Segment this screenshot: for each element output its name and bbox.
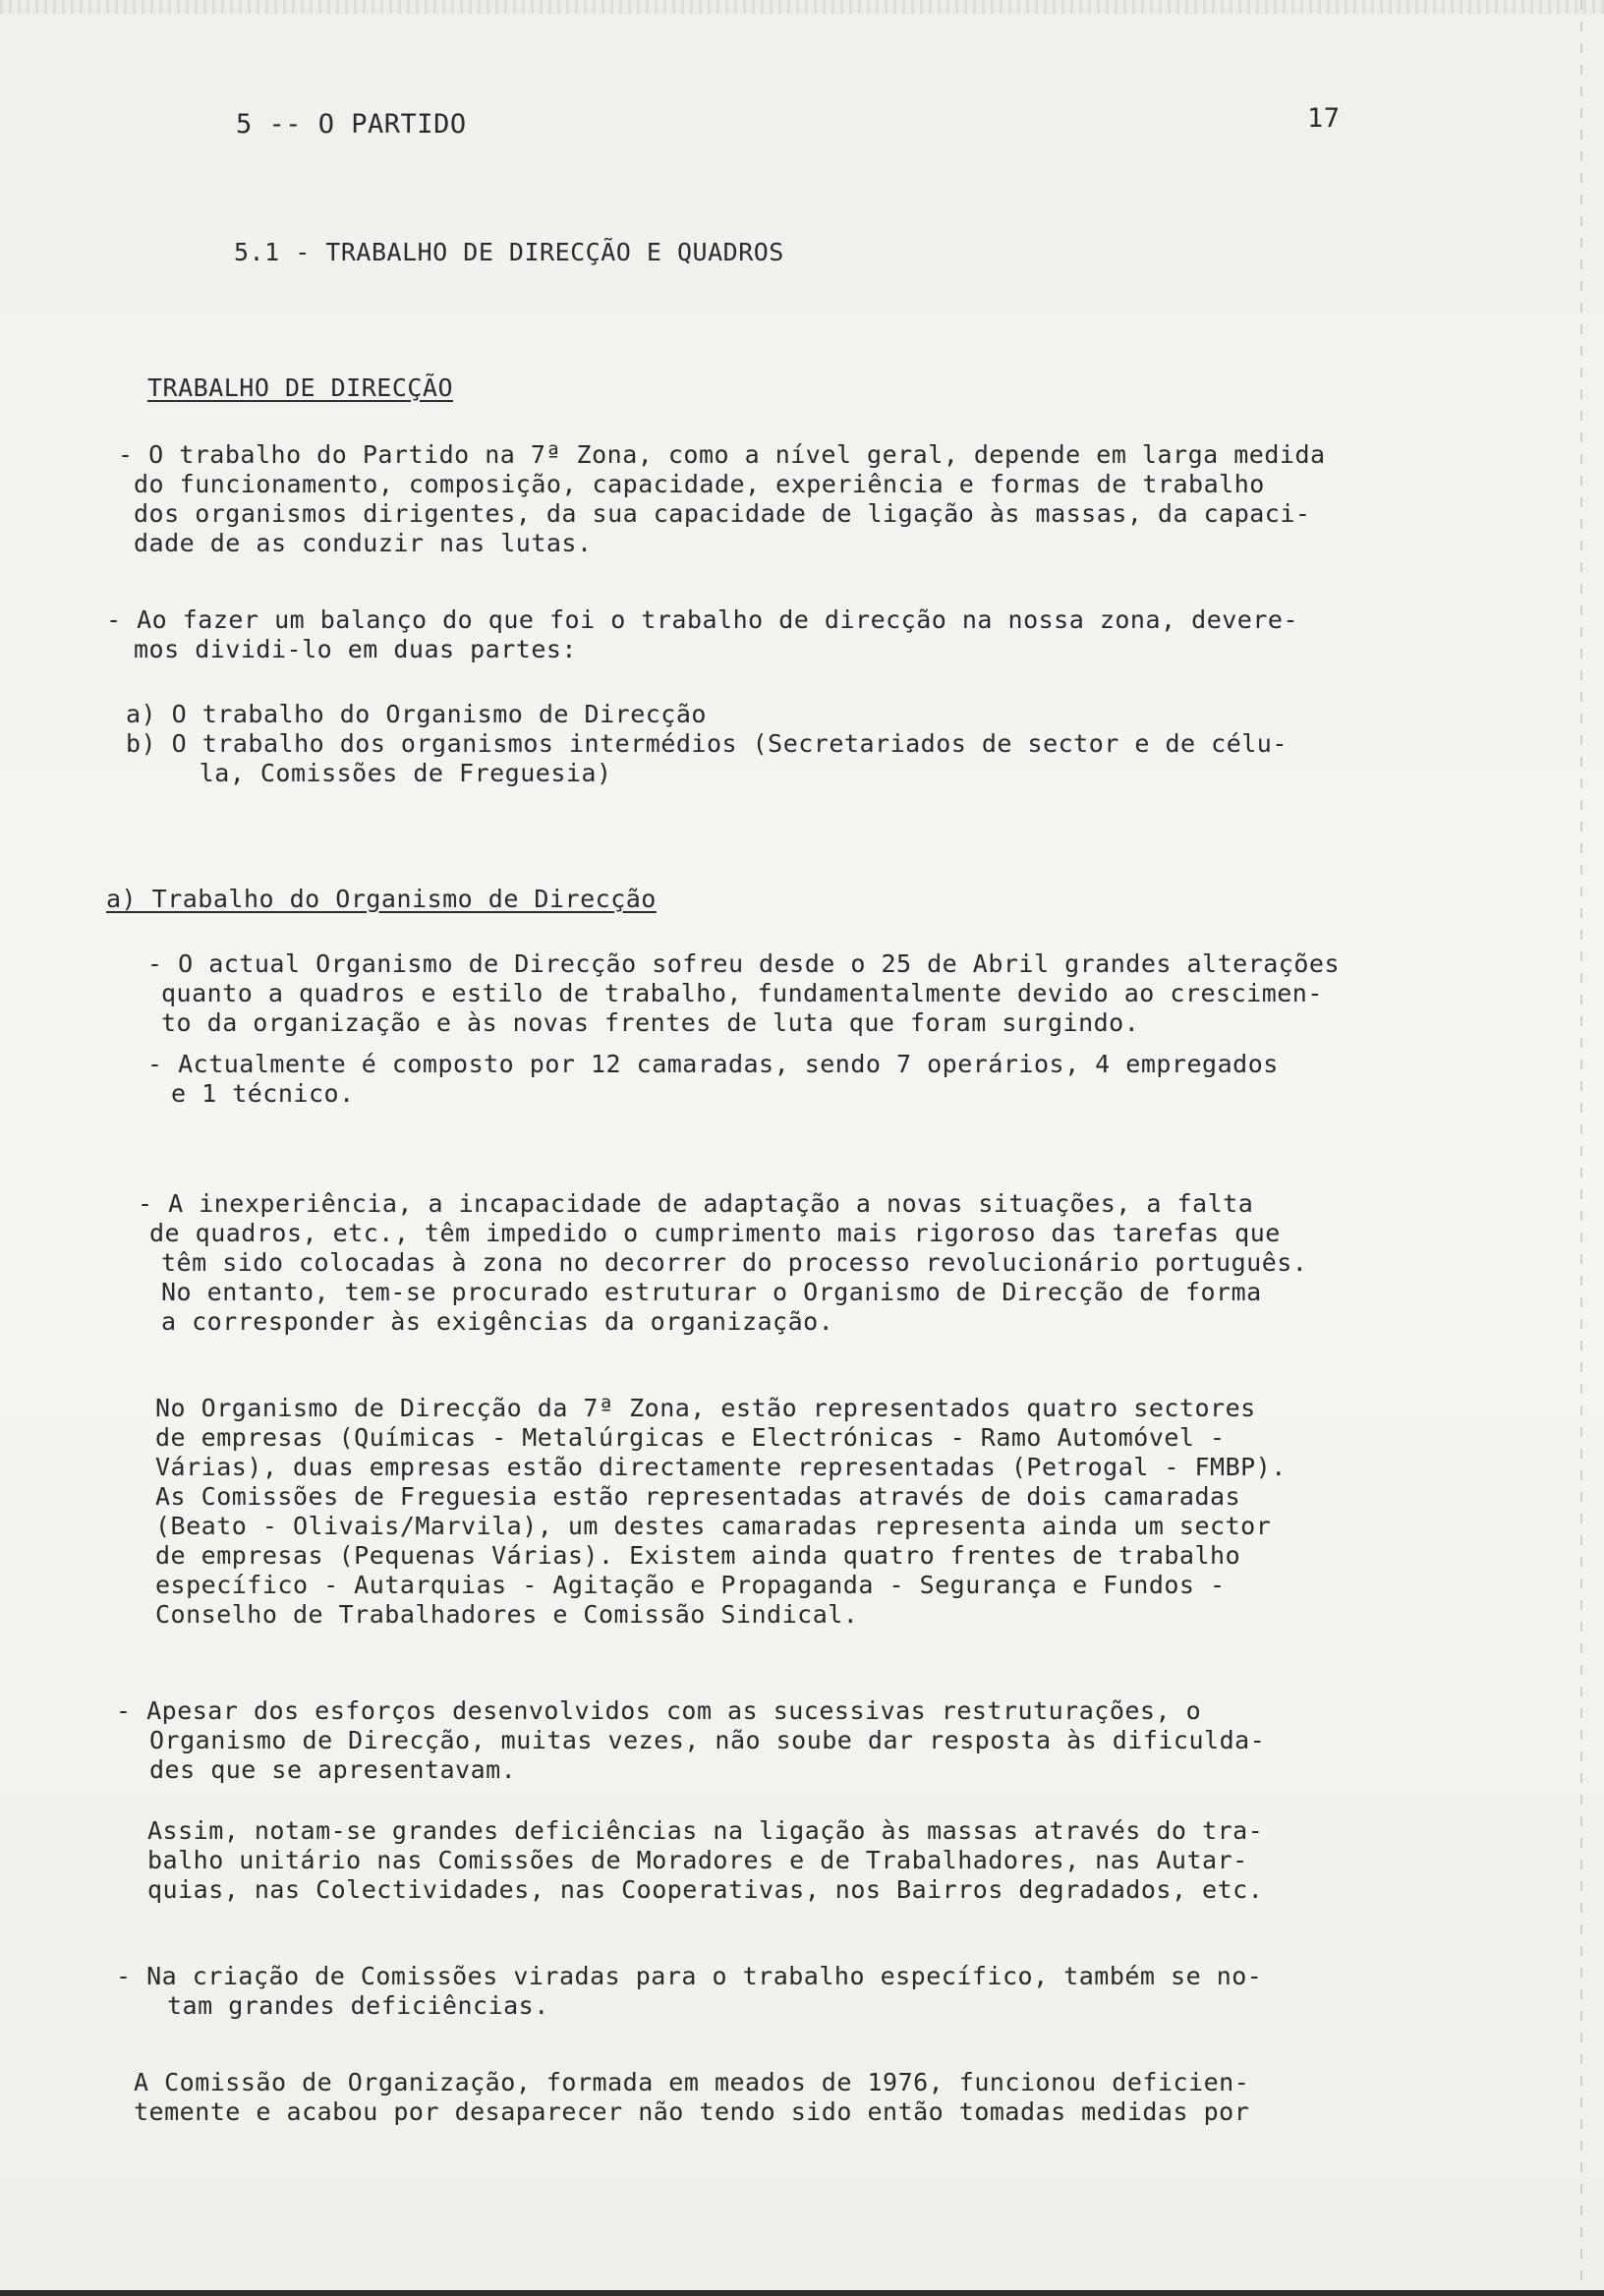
- text-line: quias, nas Colectividades, nas Cooperativas, nos Bairros degradados, etc.: [147, 1875, 1264, 1904]
- subheading-organismo-direccao: a) Trabalho do Organismo de Direcção: [106, 885, 657, 913]
- list-item: la, Comissões de Freguesia): [153, 759, 612, 787]
- text-line: específico - Autarquias - Agitação e Propaganda - Segurança e Fundos -: [155, 1571, 1226, 1599]
- scan-top-edge: [0, 0, 1604, 14]
- scan-right-edge: [1580, 0, 1582, 2296]
- text-line: têm sido colocadas à zona no decorrer do processo revolucionário português.: [161, 1248, 1308, 1277]
- text-line: Várias), duas empresas estão directamente representadas (Petrogal - FMBP).: [155, 1453, 1287, 1481]
- text-line: - Na criação de Comissões viradas para o trabalho específico, também se no-: [116, 1962, 1263, 1990]
- text-line: No entanto, tem-se procurado estruturar o Organismo de Direcção de forma: [161, 1278, 1262, 1306]
- chapter-heading: 5 -- O PARTIDO: [236, 109, 467, 140]
- list-item: a) O trabalho do Organismo de Direcção: [126, 700, 707, 728]
- text-line: to da organização e às novas frentes de luta que foram surgindo.: [161, 1008, 1140, 1037]
- list-item: b) O trabalho dos organismos intermédios (Secretariados de sector e de célu-: [126, 729, 1288, 758]
- paragraph-partes-list: [126, 700, 1288, 788]
- text-line: de empresas (Químicas - Metalúrgicas e Electrónicas - Ramo Automóvel -: [155, 1423, 1226, 1452]
- paragraph-comissoes-especificas: [116, 1962, 1262, 2021]
- subheading-trabalho-direccao: TRABALHO DE DIRECÇÃO: [147, 373, 454, 402]
- text-line: As Comissões de Freguesia estão representadas através de dois camaradas: [155, 1482, 1241, 1511]
- text-line: - O trabalho do Partido na 7ª Zona, como a nível geral, depende em larga medida: [118, 440, 1326, 469]
- text-line: Conselho de Trabalhadores e Comissão Sindical.: [155, 1600, 859, 1629]
- text-line: - Actualmente é composto por 12 camaradas, sendo 7 operários, 4 empregados: [147, 1050, 1279, 1078]
- paragraph-inexperiencia: [138, 1189, 1307, 1337]
- text-line: Organismo de Direcção, muitas vezes, não soube dar resposta às dificulda-: [149, 1726, 1266, 1754]
- text-line: - Apesar dos esforços desenvolvidos com as sucessivas restruturações, o: [116, 1696, 1202, 1725]
- text-line: dos organismos dirigentes, da sua capacidade de ligação às massas, da capaci-: [134, 499, 1311, 528]
- paragraph-representacao: [155, 1394, 1287, 1630]
- scan-bottom-edge: [0, 2290, 1604, 2296]
- text-line: a corresponder às exigências da organização.: [161, 1307, 834, 1336]
- text-line: balho unitário nas Comissões de Moradores e de Trabalhadores, nas Autar-: [147, 1846, 1248, 1874]
- paragraph-funcionamento: [118, 440, 1326, 558]
- text-line: temente e acabou por desaparecer não tendo sido então tomadas medidas por: [134, 2097, 1250, 2126]
- text-line: - Ao fazer um balanço do que foi o trabalho de direcção na nossa zona, devere-: [106, 605, 1298, 634]
- text-line: e 1 técnico.: [171, 1079, 355, 1108]
- text-line: - A inexperiência, a incapacidade de adaptação a novas situações, a falta: [138, 1189, 1254, 1218]
- paragraph-comissao-organizacao: [134, 2068, 1249, 2127]
- paragraph-restruturacoes: [116, 1696, 1265, 1785]
- text-line: mos dividi-lo em duas partes:: [134, 635, 577, 663]
- text-line: quanto a quadros e estilo de trabalho, fundamentalmente devido ao crescimen-: [161, 979, 1323, 1007]
- text-line: tam grandes deficiências.: [167, 1991, 549, 2020]
- text-line: de empresas (Pequenas Várias). Existem ainda quatro frentes de trabalho: [155, 1541, 1241, 1570]
- section-title: 5.1 - TRABALHO DE DIRECÇÃO E QUADROS: [234, 238, 784, 266]
- text-line: (Beato - Olivais/Marvila), um destes camaradas representa ainda um sector: [155, 1512, 1272, 1540]
- text-line: dade de as conduzir nas lutas.: [134, 529, 593, 557]
- text-line: A Comissão de Organização, formada em meados de 1976, funcionou deficien-: [134, 2068, 1250, 2096]
- paragraph-composicao: [147, 1050, 1279, 1109]
- page-number: 17: [1307, 103, 1341, 134]
- paragraph-balanco: [106, 605, 1298, 664]
- text-line: No Organismo de Direcção da 7ª Zona, estão representados quatro sectores: [155, 1394, 1256, 1422]
- text-line: Assim, notam-se grandes deficiências na ligação às massas através do tra-: [147, 1816, 1264, 1845]
- text-line: des que se apresentavam.: [149, 1755, 517, 1784]
- text-line: do funcionamento, composição, capacidade, experiência e formas de trabalho: [134, 470, 1265, 498]
- text-line: de quadros, etc., têm impedido o cumprimento mais rigoroso das tarefas que: [149, 1219, 1281, 1247]
- paragraph-deficiencias-massas: [147, 1816, 1263, 1905]
- paragraph-actual-organismo: [147, 949, 1340, 1038]
- text-line: - O actual Organismo de Direcção sofreu desde o 25 de Abril grandes alterações: [147, 949, 1340, 978]
